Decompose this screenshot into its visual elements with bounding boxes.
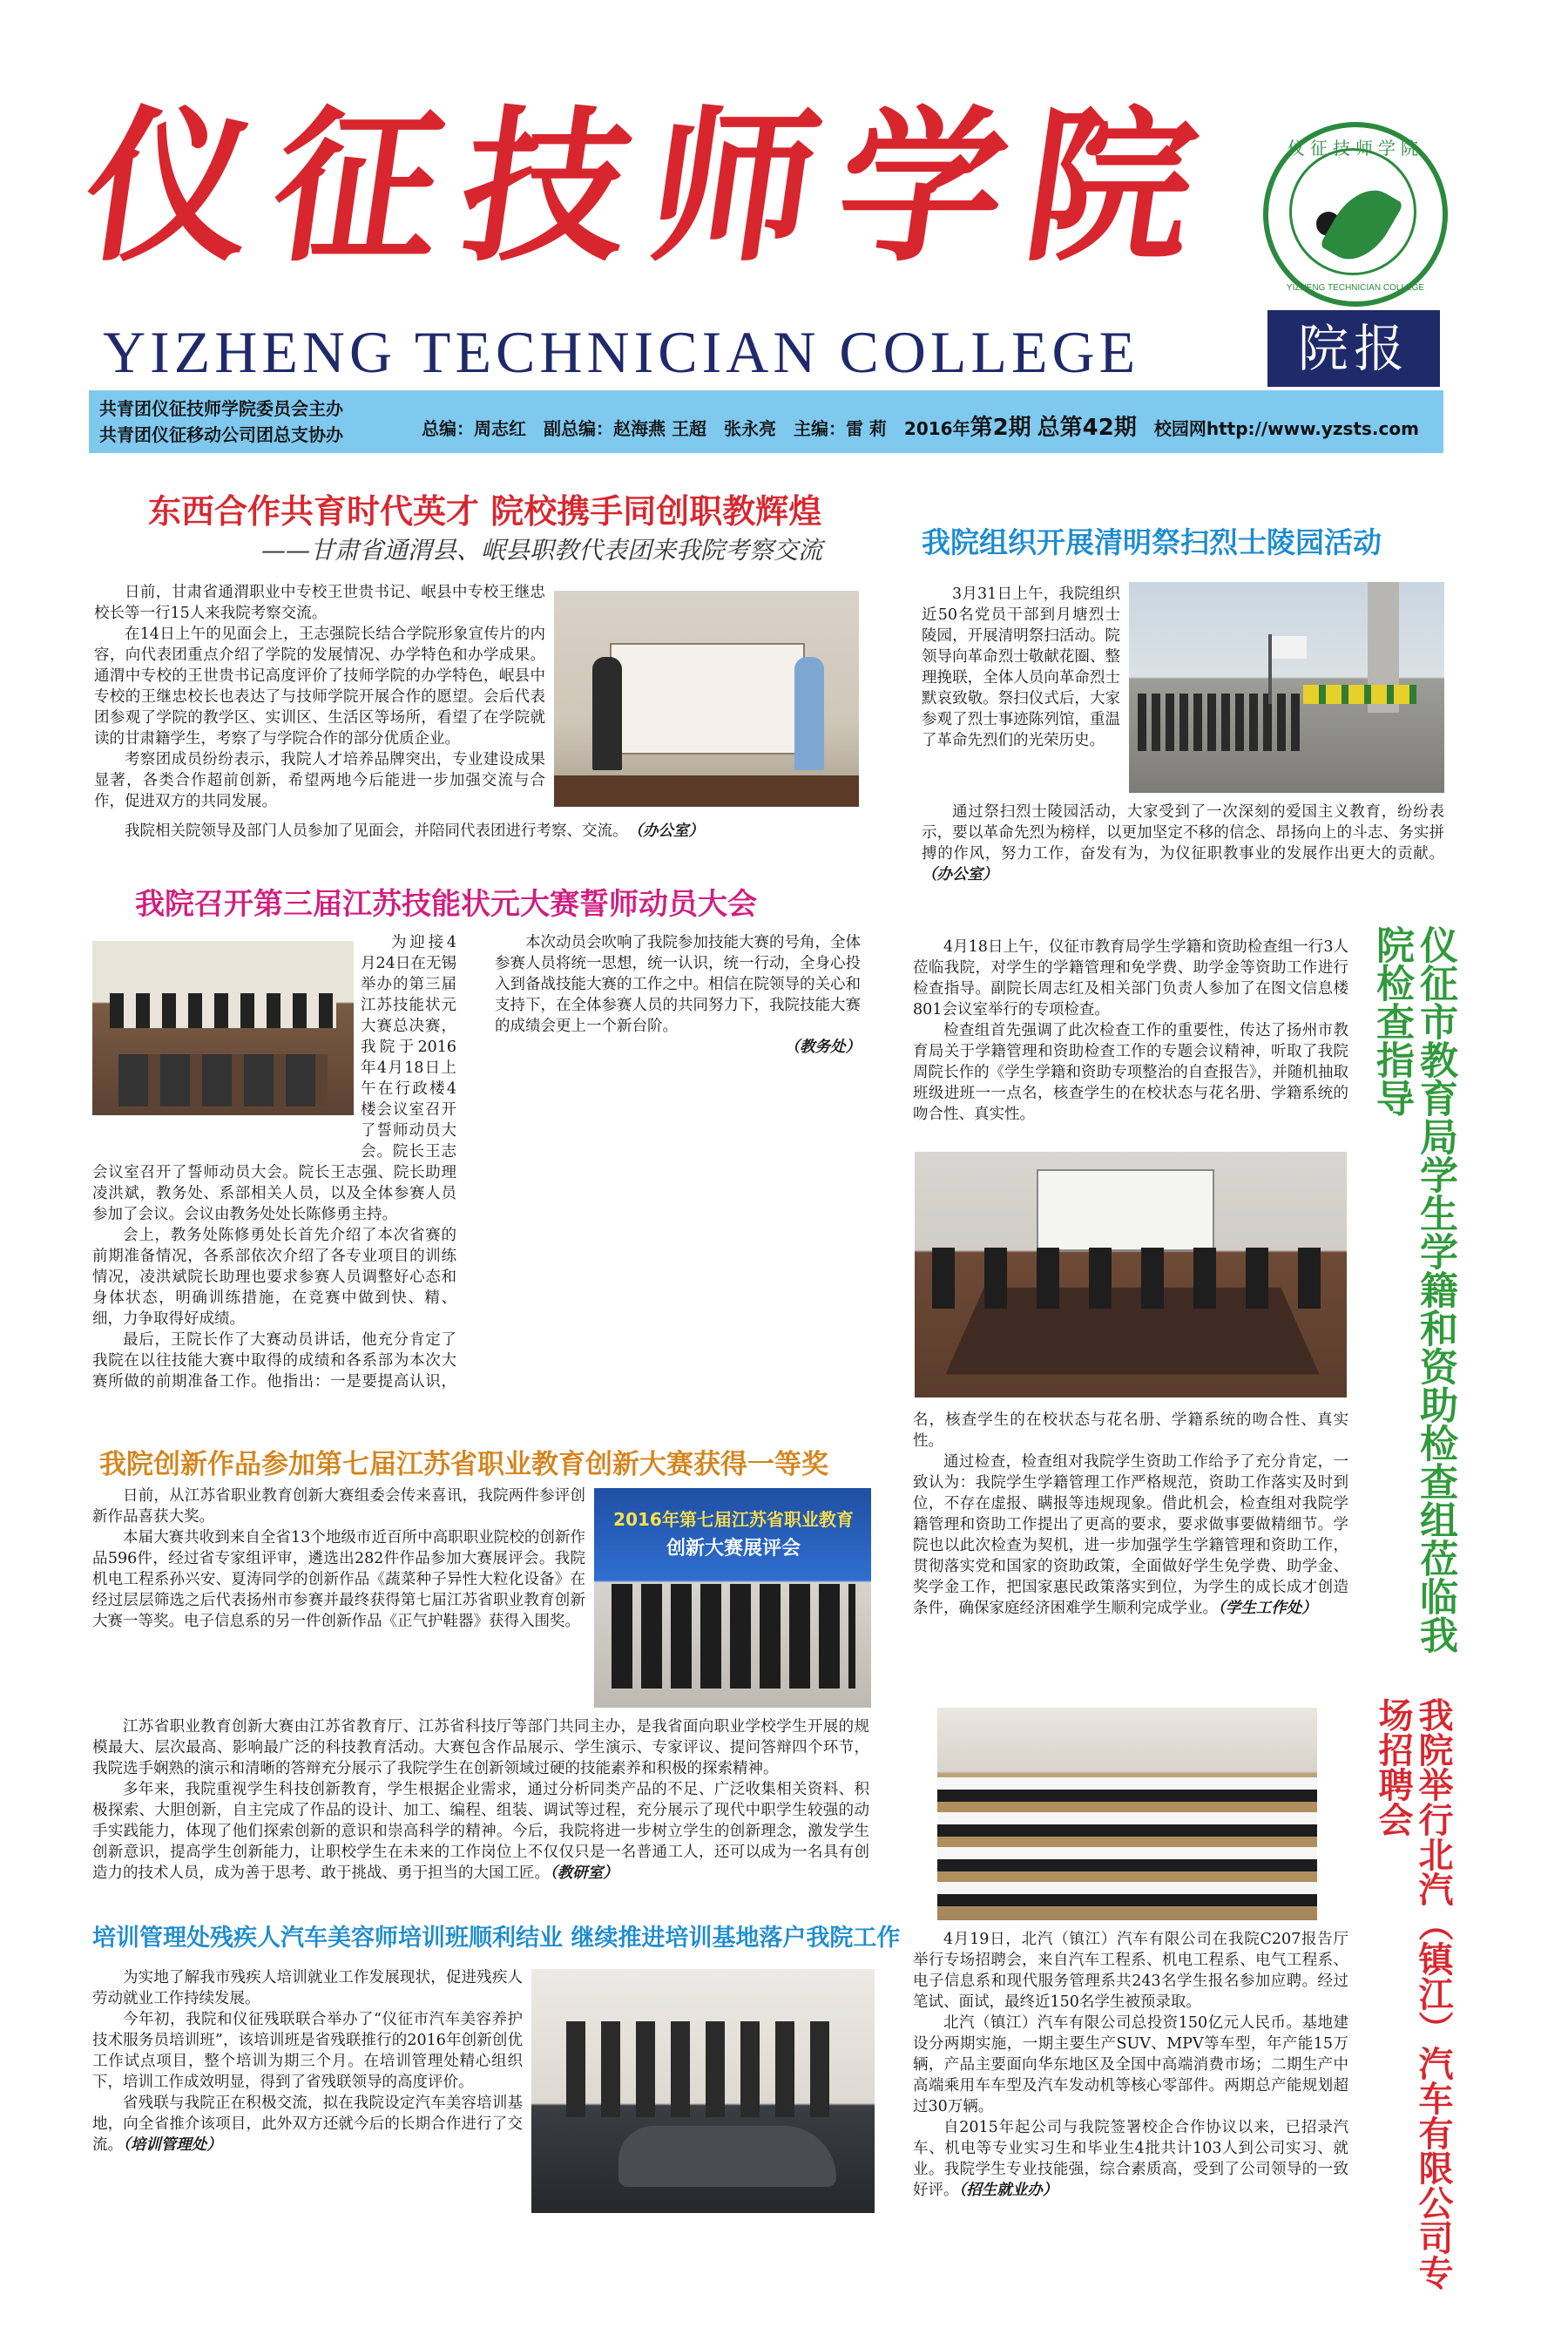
wreaths — [1303, 685, 1416, 704]
person-right — [794, 657, 824, 770]
article-5-para: 省残联与我院正在积极交流，拟在我院设定汽车美容培训基地，向全省推介该项目，此外双方还就今后的长期合作进行了交流。 — [92, 2095, 523, 2154]
article-6-para: 通过检查，检查组对我院学生资助工作给予了充分肯定，一致认为：我院学生学籍管理工作严格规范，资助工作落实及时到位，不存在虚报、瞒报等违规现象。借此机会，检查组对我院学籍管理和资助工作提出了更高的要求，要求做事要做精细节。学院也以此次检查为契机，进一步加强学生学籍管理和资助工作，贯彻落实党和国家的资助政策，全面做好学生免学费、助学金、奖学金工作，把国家惠民政策落实到位，为学生的成长成才创造条件，确保家庭经济困难学生顺利完成学业。 — [913, 1453, 1348, 1617]
issue-number: 第2期 — [970, 415, 1031, 441]
event-banner-line1: 2016年第七届江苏省职业教育 — [613, 1509, 854, 1530]
article-5-para: 为实地了解我市残疾人培训就业工作发展现状，促进残疾人劳动就业工作持续发展。 — [92, 1969, 523, 2007]
article-1-photo — [554, 591, 859, 807]
article-3-col2 — [495, 932, 861, 1416]
article-6-para: 4月18日上午，仪征市教育局学生学籍和资助检查组一行3人莅临我院，对学生的学籍管理和免学费、助学金等资助工作进行检查指导。副院长周志红及相关部门负责人参加了在图文信息楼801会议室举行的专项检查。 — [913, 938, 1348, 1018]
article-2-body — [922, 584, 1120, 751]
seated-people — [110, 993, 336, 1028]
table — [554, 775, 859, 807]
article-5-body — [92, 1967, 523, 2155]
article-3-para: 最后，王院长作了大赛动员讲话，他充分肯定了我院在以往技能大赛中取得的成绩和各系部为本次大赛所做的前期准备工作。他指出：一是要提高认识， — [92, 1331, 456, 1391]
article-5-para: 今年初，我院和仪征残联联合举办了“仪征市汽车美容养护技术服务员培训班”，该培训班是省残联推行的2016年创新创优工作试点项目，整个培训为期三个月。在培训管理处精心组织下，培训工作成效明显，得到了省残联领导的高度评价。 — [92, 2011, 523, 2091]
article-2-tail — [922, 802, 1444, 885]
article-4-body — [92, 1485, 585, 1716]
person-left — [592, 657, 622, 770]
article-6-body-2 — [913, 1410, 1348, 1619]
article-7-signature: （招生就业办） — [958, 2182, 1058, 2199]
article-1-para: 在14日上午的见面会上，王志强院长结合学院形象宣传片的内容，向代表团重点介绍了学院的发展情况、办学特色和办学成果。通渭中专校的王世贵书记高度评价了技师学院的办学特色，岷县中专校的王继忠校长也表达了与技师学院开展合作的愿望。会后代表团参观了学院的教学区、实训区、生活区等场所，看望了在学院就读的甘肃籍学生，考察了与学院合作的部分优质企业。 — [94, 626, 545, 748]
seal-text-top: 仪征技师学院 — [1288, 138, 1423, 159]
article-3-col1-text — [361, 932, 456, 1162]
article-6-vertical-title: 仪征市教育局学生学籍和资助检查组莅临我院检查指导 — [1369, 925, 1457, 1654]
calligraphy-scroll — [610, 643, 805, 755]
car — [618, 2126, 836, 2187]
article-1-para: 考察团成员纷纷表示，我院人才培养品牌突出，专业建设成果显著，各类合作超前创新，希望两地今后能进一步加强交流与合作，促进双方的共同发展。 — [94, 751, 545, 810]
article-7-body — [913, 1929, 1348, 2201]
article-6-signature: （学生工作处） — [1218, 1600, 1317, 1617]
article-3-para: 为迎接4月24日在无锡举办的第三届江苏技能状元大赛总决赛，我院于2016年4月18日上午在行政楼4楼会议室召开了誓师动员大会。院长王志 — [361, 934, 456, 1161]
audience-rows — [937, 1777, 1317, 1908]
article-6-body — [913, 937, 1348, 1146]
article-1-subtitle: ——甘肃省通渭县、岷县职教代表团来我院考察交流 — [261, 536, 823, 565]
flag — [1272, 636, 1307, 659]
article-2-title: 我院组织开展清明祭扫烈士陵园活动 — [922, 525, 1382, 559]
article-2-photo — [1129, 582, 1444, 793]
projection-screen — [1037, 1169, 1214, 1251]
article-7-photo — [937, 1708, 1317, 1920]
group-people — [612, 1584, 855, 1688]
article-7-para: 自2015年起公司与我院签署校企合作协议以来，已招录汽车、机电等专业实习生和毕业生4批共计103人到公司实习、就业。我院学生专业技能强，综合素质高，受到了公司领导的一致好评。 — [913, 2119, 1348, 2199]
crowd — [1138, 694, 1303, 751]
article-3-col1-rest — [92, 1162, 456, 1413]
article-1-body — [94, 582, 545, 812]
article-4-para: 江苏省职业教育创新大赛由江苏省教育厅、江苏省科技厅等部门共同主办，是我省面向职业学校学生开展的规模最大、层次最高、影响最广泛的科技教育活动。大赛包含作品展示、学生演示、专家评议、提问答辩四个环节，我院选手娴熟的演示和清晰的答辩充分展示了我院学生在创新领域过硬的技能素养和积极的探索精神。 — [92, 1718, 869, 1777]
event-banner-line2: 创新大赛展评会 — [666, 1538, 801, 1560]
article-4-para: 本届大赛共收到来自全省13个地级市近百所中高职职业院校的创新作品596件，经过省专家组评审，遴选出282件作品参加大赛展评会。我院机电工程系孙兴安、夏涛同学的创新作品《蔬菜种子异性大粒化设备》在经过层层筛选之后代表扬州市参赛并最终获得第七届江苏省职业教育创新大赛一等奖。电子信息系的另一件创新作品《正气护鞋器》获得入围奖。 — [92, 1529, 585, 1630]
article-5-photo — [531, 1969, 875, 2213]
total-issue-number: 总第42期 — [1037, 415, 1137, 441]
article-7-vertical-title: 我院举行北汽（镇江）汽车有限公司专场招聘会 — [1373, 1697, 1453, 2290]
article-3-signature: （教务处） — [784, 1039, 861, 1056]
website: 校园网http://www.yzsts.com — [1153, 418, 1419, 439]
people-standing — [566, 2021, 845, 2117]
article-1-para: 日前，甘肃省通渭职业中专校王世贵书记、岷县中专校王继忠校长等一行15人来我院考察交流。 — [94, 584, 545, 622]
article-4-signature: （教研室） — [550, 1864, 618, 1882]
article-3-title: 我院召开第三届江苏技能状元大赛誓师动员大会 — [135, 887, 757, 922]
article-2-para: 3月31日上午，我院组织近50名党员干部到月塘烈士陵园，开展清明祭扫活动。院领导向革命烈士敬献花圈、整理挽联，全体人员向革命烈士默哀致敬。祭扫仪式后，大家参观了烈士事迹陈列馆，重温了革命先烈们的光荣历史。 — [922, 585, 1120, 749]
article-4-photo — [594, 1488, 871, 1708]
article-5-title: 培训管理处残疾人汽车美容师培训班顺利结业 继续推进培训基地落户我院工作 — [92, 1925, 901, 1952]
article-7-para: 4月19日，北汽（镇江）汽车有限公司在我院C207报告厅举行专场招聘会，来自汽车工程系、机电工程系、电气工程系、电子信息系和现代服务管理系共243名学生报名参加应聘。经过笔试、面试，最终近150名学生被预录取。 — [913, 1931, 1348, 2011]
editors-line — [422, 409, 1419, 442]
masthead-english-title: YIZHENG TECHNICIAN COLLEGE — [103, 319, 1140, 385]
article-4-tail — [92, 1716, 869, 1884]
article-4-title: 我院创新作品参加第七届江苏省职业教育创新大赛获得一等奖 — [99, 1449, 828, 1480]
article-3-para-cont: 会议室召开了誓师动员大会。院长王志强、院长助理凌洪斌，教务处、系部相关人员，以及全体参赛人员参加了会议。会议由教务处处长陈修勇主持。 — [92, 1164, 456, 1223]
article-1-signature: （办公室） — [635, 822, 704, 840]
article-3-para: 本次动员会吹响了我院参加技能大赛的号角，全体参赛人员将统一思想，统一认识，统一行动，全身心投入到备战技能大赛的工作之中。相信在院领导的关心和支持下，在全体参赛人员的共同努力下，我院技能大赛的成绩会更上一个新台阶。 — [495, 934, 861, 1035]
article-1-para: 我院相关院领导及部门人员参加了见面会，并陪同代表团进行考察、交流。 — [125, 822, 620, 840]
article-2-signature: （办公室） — [922, 866, 998, 883]
college-seal-logo — [1263, 122, 1448, 307]
sponsors — [99, 396, 343, 448]
meeting-people — [932, 1248, 1329, 1309]
article-6-para: 检查组首先强调了此次检查工作的重要性，传达了扬州市教育局关于学籍管理和资助检查工作的专题会议精神，听取了我院周院长作的《学生学籍和资助专项整治的自查报告》，并随机抽取班级进班一一点名，核查学生的在校状态与花名册、学籍系统的吻合性、真实性。 — [913, 1022, 1348, 1123]
seal-leaf-icon — [1320, 178, 1404, 272]
seal-inner-ring — [1289, 148, 1416, 275]
article-6-para-cont: 名，核查学生的在校状态与花名册、学籍系统的吻合性、真实性。 — [913, 1411, 1348, 1450]
article-1-tail — [94, 821, 852, 842]
sponsor-2: 共青团仪征移动公司团总支协办 — [99, 424, 343, 445]
front-row — [118, 1054, 328, 1106]
article-1-title: 东西合作共育时代英才 院校携手同创职教辉煌 — [148, 492, 822, 531]
article-4-para: 日前，从江苏省职业教育创新大赛组委会传来喜讯，我院两件参评创新作品喜获大奖。 — [92, 1487, 585, 1526]
info-bar — [89, 390, 1443, 453]
article-6-photo — [915, 1152, 1347, 1397]
article-5-signature: （培训管理处） — [123, 2136, 222, 2154]
article-7-para: 北汽（镇江）汽车有限公司总投资150亿元人民币。基地建设分两期实施，一期主要生产SUV、MPV等车型，年产能15万辆，产品主要面向华东地区及全国中高端消费市场；二期生产中高端乘用车车型及汽车发动机等核心零部件。两期总产能规划超过30万辆。 — [913, 2014, 1348, 2115]
seal-text-bottom: YIZHENG TECHNICIAN COLLEGE — [1286, 283, 1425, 293]
paper-type-badge: 院报 — [1267, 310, 1440, 387]
sponsor-1: 共青团仪征技师学院委员会主办 — [99, 398, 343, 419]
article-2-para: 通过祭扫烈士陵园活动，大家受到了一次深刻的爱国主义教育，纷纷表示，要以革命先烈为榜样，以更加坚定不移的信念、昂扬向上的斗志、务实拼搏的作风，努力工作，奋发有为，为仪征职教事业的发展作出更大的贡献。 — [922, 803, 1444, 863]
article-4-para: 多年来，我院重视学生科技创新教育，学生根据企业需求，通过分析同类产品的不足、广泛收集相关资料、积极探索、大胆创新，自主完成了作品的设计、加工、编程、组装、调试等过程，充分展示了现代中职学生较强的动手实践能力，体现了他们探索创新的意识和崇高科学的精神。今后，我院将进一步树立学生的创新理念，激发学生创新意识，提高学生创新能力，让职校学生在未来的工作岗位上不仅仅只是一名普通工人，还可以成为一名具有创造力的技术人员，成为善于思考、敢于挑战、勇于担当的大国工匠。 — [92, 1781, 869, 1882]
article-3-para: 会上，教务处陈修勇处长首先介绍了本次省赛的前期准备情况，各系部依次介绍了各专业项目的训练情况，凌洪斌院长助理也要求参赛人员调整好心态和身体状态，明确训练措施，在竞赛中做到快、精、细，力争取得好成绩。 — [92, 1227, 456, 1328]
editors: 总编：周志红 副总编：赵海燕 王超 张永亮 主编：雷 莉 2016年 — [422, 418, 970, 439]
article-3-photo — [92, 941, 354, 1115]
masthead-title: 仪征技师学院 — [73, 90, 1230, 284]
